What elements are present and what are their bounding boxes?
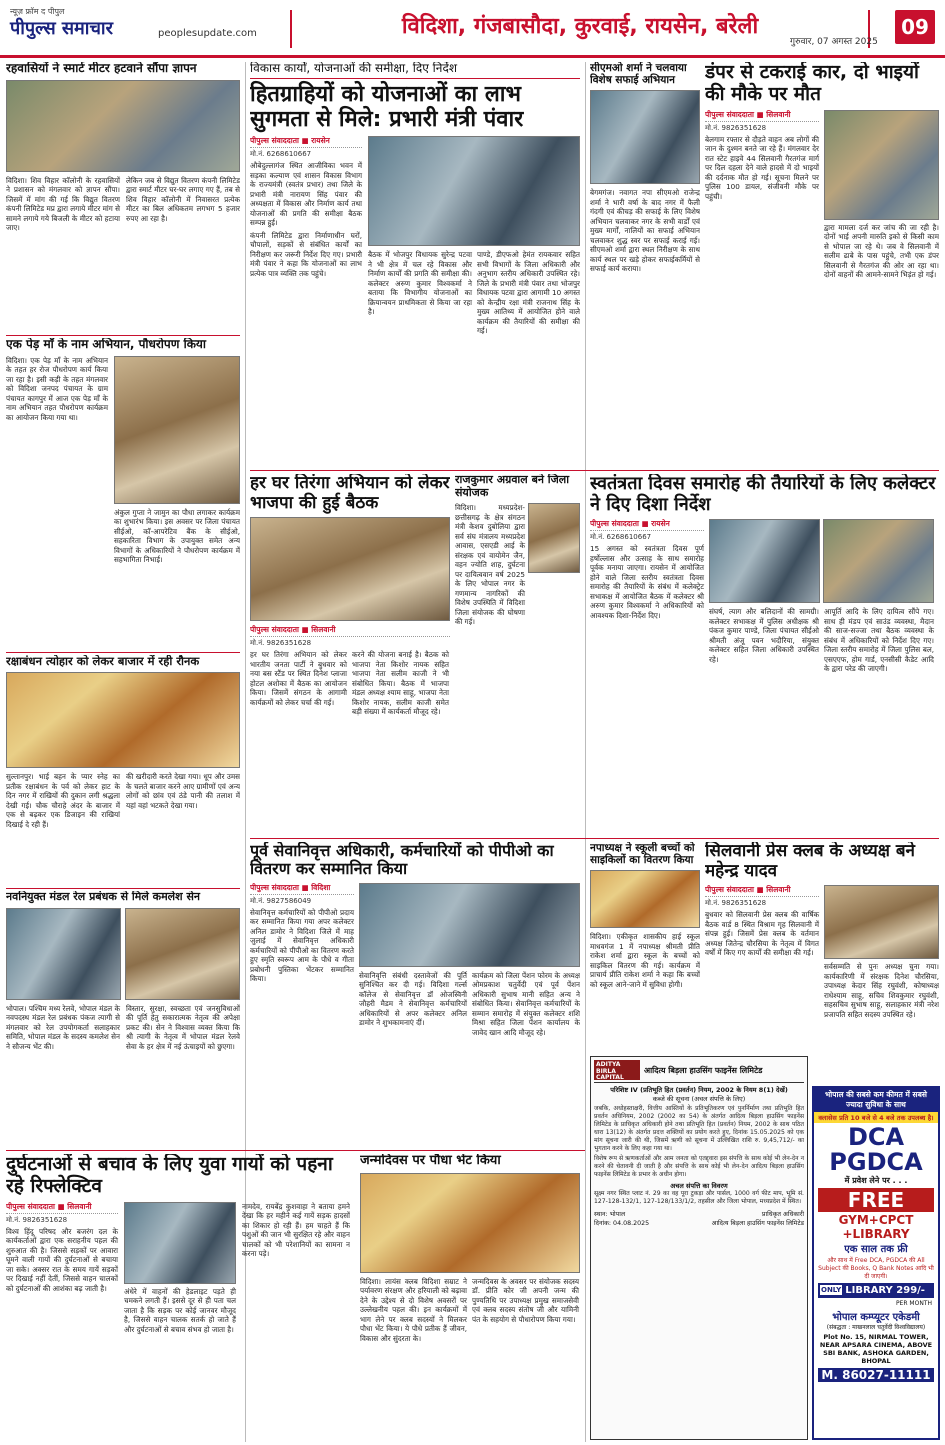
ad-only: ONLY xyxy=(821,1286,842,1295)
headline: नपाध्यक्ष ने स्कूली बच्चों को साइकिलों का वितरण किया xyxy=(590,842,695,867)
article-pension xyxy=(250,842,580,1142)
portrait-photo xyxy=(528,503,580,573)
photo xyxy=(114,356,240,504)
ad-top-text: भोपाल की सबसे कम कीमत में सबसे ज्यादा सुविधा के साथ xyxy=(814,1088,938,1112)
article-body: संघर्ष, त्याग और बलिदानों की सामग्री। कलेक्टर सभाकक्ष में पुलिस अधीक्षक श्री पंकज कुमार पाण्डे, जिला पंचायत सीईओ श्रीमती अंजू पवन भदौरिया, संयुक्त कलेक्टर सहित जिला अधिकारी उपस्थित रहे। xyxy=(709,607,819,664)
ad-extra: और साथ में Free DCA, PGDCA की All Subject की Books, Q Bank Notes आदि भी दी जाएगी। xyxy=(818,1256,934,1280)
brand-logo: पीपुल्स समाचार xyxy=(10,18,113,39)
brand-block xyxy=(8,6,278,52)
photo xyxy=(824,885,939,959)
article-body: विस्तार, सुरक्षा, स्वच्छता एवं जनसुविधाओं की पूर्ति हेतु सकारात्मक नेतृत्व की अपेक्षा प्रकट की। सेन ने विश्वास व्यक्त किया कि श्री त्यागी के नेतृत्व में भोपाल मंडल रेलवे सेवा के हर क्षेत्र में नई ऊंचाइयों को छुएगा। xyxy=(126,1003,240,1051)
page-number: 09 xyxy=(895,10,935,44)
divider xyxy=(6,1150,585,1151)
caption: बैठक में भोजपुर विधायक सुरेन्द्र पटवा ने भी क्षेत्र में चल रहे विकास और निर्माण कार्यों की प्रगति की समीक्षा की। कलेक्टर अरुण कुमार विश्वकर्मा ने बताया कि विभागीय योजनाओं का क्रियान्वयन प्राथमिकता से किया जा रहा है। xyxy=(368,250,472,317)
mobile-number: मो.नं. 9826351628 xyxy=(250,639,312,648)
article-body: विदिशा। एकीकृत शासकीय हाई स्कूल माधवगंज 1 में नपाध्यक्ष श्रीमती प्रीति राकेश शर्मा द्वारा स्कूल के बच्चों को साइकिल वितरण की गई। कार्यक्रम में प्राचार्य प्रीति राकेश शर्मा ने कहा कि बच्चों को स्कूल आने-जाने में सुविधा होगी। xyxy=(590,932,700,989)
article-press-club xyxy=(705,842,939,1082)
article-body: की खरीदारी करते देखा गया। धूप और उमस के चलते बाजार करने आए ग्रामीणों एवं अन्य लोगों को छांव एवं ठंडे पानी की तलाश में यहां वहां भटकते देखा गया। xyxy=(126,772,240,810)
edition-title: विदिशा, गंजबासौदा, कुरवाई, रायसेन, बरेली xyxy=(290,10,870,48)
photo xyxy=(590,90,700,184)
photo xyxy=(359,883,580,967)
headline: एक पेड़ माँ के नाम अभियान, पौधरोपण किया xyxy=(6,338,206,351)
property-text: सूक्ष्म नगर स्थित प्लाट नं. 29 का वह पूरा टुकड़ा और पार्सल, 1000 वर्ग फीट माप, भूमि सं. 127-128-132/1, 127-128/133/1/2, तहसील और जिला भोपाल, मध्यप्रदेश में स्थित। xyxy=(594,1190,804,1206)
headline: दुर्घटनाओं से बचाव के लिए युवा गायों को पहना रहे रिफ्लेक्टिव xyxy=(6,1154,333,1197)
ad-phone[interactable]: M. 86027-11111 xyxy=(818,1368,934,1382)
ad-batch: क्लासेस प्रति 10 बजे से 4 बजे तक उपलब्ध है। xyxy=(814,1112,938,1123)
photo xyxy=(6,908,121,1000)
notice-title: परिशिष्ट IV (प्रतिभूति हित (प्रवर्तन) नियम, 2002 के नियम 8(1) देखें) xyxy=(610,1086,788,1094)
photo xyxy=(709,519,820,603)
article-ceo-cleanliness xyxy=(590,62,700,460)
article-body: 15 अगस्त को स्वतंत्रता दिवस पूर्ण हर्षोल्लास और उत्साह के साथ समारोह पूर्वक मनाया जाएगा। रायसेन में आयोजित होने वाले जिला स्तरीय स्वतंत्रता दिवस समारोह की तैयारियों के संबंध में कलेक्ट्रेट सभाकक्ष में आयोजित बैठक में कलेक्टर श्री अरुण कुमार विश्वकर्मा ने अधिकारियों को आवश्यक दिशा-निर्देश दिए। xyxy=(590,544,704,620)
article-body: कंपनी लिमिटेड द्वारा निर्माणाधीन घरों, चौपालों, सड़कों से संबंधित कार्यों का निरीक्षण कर जरूरी निर्देश दिए गए। प्रभारी मंत्री पंवार ने कहा कि योजनाओं का लाभ प्रत्येक पात्र व्यक्ति तक पहुंचे। xyxy=(250,230,362,278)
ad-address: Plot No. 15, NIRMAL TOWER, NEAR APSARA CINEMA, ABOVE SBI BANK, ASHOKA GARDEN, BHOPAL xyxy=(819,1332,933,1365)
mobile-number: मो.नं. 9826351628 xyxy=(6,1215,68,1224)
article-body: आपूर्ति आदि के लिए दायित्व सौंपे गए। साथ ही मंडप एवं साउंड व्यवस्था, मैदान की साज-सज्जा तथा बैठक व्यवस्था के संबंध में अधिकारियों को निर्देश दिए गए। जिला स्तरीय समारोह में जिला पुलिस बल, एसएएफ, होम गार्ड, एनसीसी कैडेट आदि के द्वारा परेड की जाएगी। xyxy=(824,607,934,674)
article-body: सर्वसम्मति से पुनः अध्यक्ष चुना गया। कार्यकारिणी में संरक्षक दिनेश चौरसिया, उपाध्यक्ष केदार सिंह रघुवंशी, कोषाध्यक्ष राधेश्याम साहू, सचिव शिवकुमार रघुवंशी, सहसचिव सुभाष साहू, सलाहकार मंत्री नरेश प्रजापति सहित सदस्य उपस्थित रहे। xyxy=(824,962,939,1019)
headline: रहवासियों ने स्मार्ट मीटर हटवाने सौंपा ज्ञापन xyxy=(6,62,197,75)
byline: पीपुल्स संवाददाता ■ विदिशा xyxy=(250,883,354,895)
divider xyxy=(6,652,240,653)
article-body: भोपाल। पश्चिम मध्य रेलवे, भोपाल मंडल के नवपदस्थ मंडल रेल प्रबंधक पंकज त्यागी से मंगलवार को रेल उपयोगकर्ता सलाहकार समिति, भोपाल मंडल के सदस्य कमलेश सेन ने सौजन्य भेंट की। xyxy=(6,1003,120,1051)
article-body: कार्यक्रम को जिला पेंशन फोरम के अध्यक्ष ओमप्रकाश चतुर्वेदी एवं पूर्व पेंशन अधिकारी सुभाष मानी सहित अन्य ने संबोधित किया। सेवानिवृत्त कर्मचारियों के सम्मान समारोह में संयुक्त कलेक्टर शशि मिश्रा सहित जिला पेंशन कार्यालय के जावेद खान आदि मौजूद रहे। xyxy=(472,970,580,1037)
photo xyxy=(6,672,240,768)
article-body: नामदेव, रायबेंद्र कुशवाहा ने बताया हमने देखा कि हर महीने कई गायें सड़क हादसों का शिकार हो रही हैं। हम चाहते हैं कि पशुओं की जान भी सुरक्षित रहे और वाहन चालकों को भी परेशानियों का सामना न करना पड़े। xyxy=(242,1201,350,1259)
mobile-number: मो.नं. 9827586049 xyxy=(250,896,312,905)
photo xyxy=(824,110,939,220)
article-rail xyxy=(6,891,240,1145)
brand-tagline: न्यूज़ फ्रॉम द पीपुल xyxy=(10,7,65,16)
byline: पीपुल्स संवाददाता ■ रायसेन xyxy=(250,136,362,148)
article-body: विदिशा। एक पेड़ माँ के नाम अभियान के तहत हर रोज पौधरोपण कार्य किया जा रहा है। इसी कड़ी के तहत मंगलवार को विदिशा जनपद पंचायत के ग्राम पंचायत कागपुर में आज एक पेड़ माँ के नाम अभियान तहत पौधरोपण कार्यक्रम का आयोजन किया गया था। xyxy=(6,355,108,422)
headline: हितग्राहियों को योजनाओं का लाभ सुगमता से मिले: प्रभारी मंत्री पंवार xyxy=(250,81,524,133)
ad-year: एक साल तक फ्री xyxy=(844,1243,908,1255)
ad-course: DCA PGDCA xyxy=(829,1123,923,1177)
article-plantation xyxy=(6,338,240,648)
divider xyxy=(250,470,939,471)
article-body: विदिशा। शिव विहार कॉलोनी के रहवासियों ने प्रशासन को मंगलवार को ज्ञापन सौंपा। जिसमें में मांग की गई कि विद्युत वितरण कंपनी लिमिटेड मप्र द्वारा लगाये मीटर मांग से सामने लगाये गये बिजली के मीटर को हटाया जाए। xyxy=(6,175,120,233)
article-birthday-plant xyxy=(360,1154,580,1442)
divider xyxy=(6,335,240,336)
mobile-number: मो.नं. 9826351628 xyxy=(705,899,767,908)
caption: पाण्डे, डीएफओ हेमंत रायकवार सहित सभी विभागों के जिला अधिकारी और अनुभाग स्तरीय अधिकारी उपस्थित रहे। जिले के प्रभारी मंत्री पंवार तथा भोजपुर विधायक पटवा द्वारा आगामी 10 अगस्त को केन्द्रीय रक्षा मंत्री राजनाथ सिंह के मुख्य आतिथ्य में आयोजित होने वाले कार्यक्रम की तैयारियों की समीक्षा की गई। xyxy=(477,250,580,336)
headline: डंपर से टकराई कार, दो भाइयों की मौके पर मौत xyxy=(705,62,919,105)
article-body: सेवानिवृत्त कर्मचारियों को पीपीओ प्रदाय कर सम्मानित किया गया अपर कलेक्टर अनिल डामोर ने विदिशा जिले में माह जुलाई में सेवानिवृत्त अधिकारी कर्मचारियों को पीपीओ का वितरण करते हुए स्मृति स्वरूप आम के पौधे व गीता प्रबोधनी पुस्तिका भेंटकर सम्मानित किया। xyxy=(250,907,354,984)
column-divider xyxy=(585,62,586,1442)
byline: पीपुल्स संवाददाता ■ सिलवानी xyxy=(705,110,819,122)
photo xyxy=(360,1173,580,1273)
headline: स्वतंत्रता दिवस समारोह की तैयारियों के लिए कलेक्टर ने दिए दिशा निर्देश xyxy=(590,474,936,515)
notice-subtitle: कब्जे की सूचना (अचल संपत्ति के लिए) xyxy=(652,1095,746,1103)
article-body: बेलगाम रफ्तार से दौड़ते वाहन अब लोगों की जान के दुश्मन बनते जा रहे हैं। मंगलवार देर रात स्टेट हाइवे 44 सिलवानी गैरतगंज मार्ग पर दिल दहला देने वाले हादसे में दो भाइयों की दर्दनाक मौत हो गई। सूचना मिलने पर पुलिस 100 डायल, संजीवनी मौके पर पहुंची। xyxy=(705,134,819,201)
photo xyxy=(125,908,240,1000)
headline: नवनियुक्त मंडल रेल प्रबंधक से मिले कमलेश सेन xyxy=(6,891,200,903)
notice-company: आदित्य बिड़ला हाउसिंग फाइनेंस लिमिटेड xyxy=(644,1065,763,1075)
article-body: हर घर तिरंगा अभियान को लेकर भारतीय जनता पार्टी ने बुधवार को नया बस स्टैंड पर स्थित दिनेश प्लाजा होटल अशोका में बैठक का आयोजन किया। जिसमें संगठन के आगामी कार्यक्रमों को लेकर चर्चा की गई। xyxy=(250,650,347,707)
article-body: विदिशा। लायंस क्लब विदिशा सम्राट ने पर्यावरण संरक्षण और हरियाली को बढ़ावा देने के उद्देश्य से दो विशेष अवसरों पर उल्लेखनीय पहल की। इन कार्यक्रमों में भाग लेने पर क्लब सदस्यों ने मिलकर पौधा भेंट किया। ये पौधे प्रतीक हैं जीवन, विकास और सुंदरता के। xyxy=(360,1276,467,1343)
byline: पीपुल्स संवाददाता ■ रायसेन xyxy=(590,519,704,531)
article-rakshabandhan xyxy=(6,655,240,885)
article-body: लेकिन जब से विद्युत वितरण कंपनी लिमिटेड द्वारा स्मार्ट मीटर घर-घर लगाए गए हैं, तब से शिव विहार कॉलोनी में निवासरत प्रत्येक मीटर का बिल अधिकतम लगभग 5 हजार रुपए आ रहा है। xyxy=(126,175,240,223)
photo xyxy=(590,870,700,928)
photo xyxy=(6,80,240,172)
headline: सिलवानी प्रेस क्लब के अध्यक्ष बने महेन्द्र यादव xyxy=(705,842,915,881)
byline: पीपुल्स संवाददाता ■ सिलवानी xyxy=(6,1202,118,1214)
article-body: बेगमगंज। नवागत नपा सीएमओ राजेन्द्र शर्मा ने भारी वर्षा के बाद नगर में फैली गंदगी एवं कीचड़ की सफाई के लिए विशेष अभियान चलवाकर नगर के सभी वार्डों एवं मुख्य मार्गों, नालियों का सफाई अभियान चलवाकर शुद्ध स्वर पर सफाई कराई गई। सीएमओ शर्मा द्वारा स्थल निरीक्षण के साथ कार्य स्थल पर खड़े होकर सफाईकर्मियों से सफाई कार्य कराया। xyxy=(590,188,700,274)
ad-affiliation: (संबद्धता : माखनलाल चतुर्वेदी विश्वविद्यालय) xyxy=(826,1323,926,1331)
headline: राजकुमार अग्रवाल बने जिला संयोजक xyxy=(455,474,570,499)
photo xyxy=(250,517,450,621)
article-cycles xyxy=(590,842,700,1052)
mobile-number: मो.नं. 9826351628 xyxy=(705,123,767,132)
byline: पीपुल्स संवाददाता ■ सिलवानी xyxy=(250,625,450,637)
article-smart-meter xyxy=(6,62,240,332)
article-minister xyxy=(250,62,580,480)
article-tiranga xyxy=(250,474,450,836)
notice-signatory-company: आदित्य बिड़ला हाउसिंग फाइनेंस लिमिटेड xyxy=(711,1220,804,1228)
notice-signatory: प्राधिकृत अधिकारी xyxy=(761,1211,804,1219)
headline: पूर्व सेवानिवृत्त अधिकारी, कर्मचारियों को पीपीओ का वितरण कर सम्मानित किया xyxy=(250,842,554,879)
headline: हर घर तिरंगा अभियान को लेकर भाजपा की हुई बैठक xyxy=(250,474,450,513)
ad-offers: GYM+CPCT +LIBRARY xyxy=(838,1213,914,1241)
notice-body: जबकि, अधोहस्ताक्षरी, वित्तीय आस्तियों के प्रतिभूतिकरण एवं पुनर्निर्माण तथा प्रतिभूति हित प्रवर्तन अधिनियम, 2002 (2002 का 54) के अंतर्गत आदित्य बिड़ला हाउसिंग फाइनेंस लिमिटेड के प्राधिकृत अधिकारी होने तथा प्रतिभूति हित (प्रवर्तन) नियम, 2002 के साथ पठित धारा 13(12) के अंतर्गत प्रदत्त शक्तियों का प्रयोग करते हुए, दिनांक 15.05.2025 को एक मांग सूचना जारी की थी, जिसमें ऋणी को सूचना में उल्लिखित राशि रु. 9,45,712/- का भुगतान करने के लिए कहा गया था। xyxy=(594,1105,804,1153)
divider xyxy=(250,838,939,839)
masthead xyxy=(0,0,945,58)
company-logo: ADITYA BIRLA CAPITAL xyxy=(594,1060,640,1080)
headline: सीएमओ शर्मा ने चलवाया विशेष सफाई अभियान xyxy=(590,62,687,87)
legal-notice xyxy=(590,1056,808,1440)
article-body: द्वारा मामला दर्ज कर जांच की जा रही है। दोनों भाई अपनी मारुति इको से किसी काम से भोपाल जा रहे थे। जब वे सिलवानी में सलीम ढाबे के पास पहुंचे, तभी एक डंपर सिलवानी से गैरतगंज की ओर आ रहा था। दोनों वाहनों की आमने-सामने भिड़ंत हो गई। xyxy=(824,222,939,280)
site-url[interactable]: peoplesupdate.com xyxy=(158,28,257,39)
byline: पीपुल्स संवाददाता ■ सिलवानी xyxy=(705,885,819,897)
article-body: सुल्तानपुर। भाई बहन के प्यार स्नेह का प्रतीक रक्षाबंधन के पर्व को लेकर हाट के दिन नगर में राखियों की दुकान लगी श्रद्धला देखी गई। चौक चौराहे अंदर के बाजार में एक से बढ़कर एक डिजाइन की राखियां दिखाई दे रही हैं। xyxy=(6,772,120,829)
photo xyxy=(368,136,580,246)
kicker: विकास कार्यों, योजनाओं की समीक्षा, दिए निर्देश xyxy=(250,62,580,79)
headline: जन्मदिवस पर पौधा भेंट किया xyxy=(360,1154,501,1168)
notice-body: विशेष रूप से ऋणकर्ताओं और आम जनता को एतद्द्वारा इस संपत्ति के साथ कोई भी लेन-देन न करने की चेतावनी दी जाती है और संपत्ति के साथ कोई भी लेन-देन आदित्य बिड़ला हाउसिंग फाइनेंस लिमिटेड के प्रभार के अधीन होगा। xyxy=(594,1155,804,1179)
headline: रक्षाबंधन त्योहार को लेकर बाजार में रही रौनक xyxy=(6,655,200,668)
issue-date: गुरुवार, 07 अगस्त 2025 xyxy=(790,37,878,47)
mobile-number: मो.नं. 6268610667 xyxy=(590,533,652,542)
ad-library-price: LIBRARY 299/- xyxy=(845,1284,925,1296)
advertisement[interactable] xyxy=(812,1086,940,1440)
notice-date: दिनांक: 04.08.2025 xyxy=(594,1220,650,1228)
article-agrawal xyxy=(455,474,580,836)
property-heading: अचल संपत्ति का विवरण xyxy=(670,1182,728,1191)
photo xyxy=(823,519,934,603)
article-body: अंकुल गुप्ता ने जामुन का पौधा लगाकर कार्यक्रम का शुभारंभ किया। इस अवसर पर जिला पंचायत सीईओ, कॉ-आपरेटिव बैंक के सीईओ, सहकारिता विभाग के उपायुक्त समेत अन्य विभागों के अधिकारियों ने पौधरोपण कार्यक्रम में सहभागिता निभाई। xyxy=(114,507,240,565)
article-body: जन्मदिवस के अवसर पर संयोजक सदस्य डॉ. प्रीति कोर जी अपनी जन्म की पुण्यतिथि पर उपाध्यक्ष प्रमुख समाजसेवी एवं क्लब सदस्य संतोष जी और यामिनी पंत के सहयोग से पौधारोपण किया गया। xyxy=(472,1276,579,1324)
article-body: विदिशा। मध्यप्रदेश-छत्तीसगढ़ के क्षेत्र संगठन मंत्री केशव दुबोलिया द्वारा सर्व संघ मंत्रालय मध्यप्रदेश आवास, एसएडी आई के संरक्षक एवं वायोमेन जैन, वहन ज्योति शाह, दुर्घटना पर दायित्ववान वर्ष 2025 के लिए भोपाल नगर के गणमान्य नागरिकों की विशेष उपस्थिति में विदिशा जिला संयोजक की घोषणा की गई। xyxy=(455,503,525,627)
mobile-number: मो.नं. 6268610667 xyxy=(250,150,312,159)
article-reflective xyxy=(6,1154,350,1442)
ad-admission: में प्रवेश लेने पर . . . xyxy=(844,1176,908,1186)
ad-per-month: PER MONTH xyxy=(895,1299,932,1307)
article-body: औबेदुल्लागंज स्थित आजीविका भवन में सड़का कल्याण एवं शासन विकास विभाग के राज्यमंत्री (स्वतंत्र प्रभार) तथा जिले के प्रभारी मंत्री नारायण सिंह पंवार की अध्यक्षता में विकास और निर्माण कार्य तथा योजनाओं की प्रगति की समीक्षा बैठक सम्पन्न हुई। xyxy=(250,161,362,228)
article-body: विश्व हिंदू परिषद और बजरंग दल के कार्यकर्ताओं द्वारा एक सराहनीय पहल की शुरुआत की है। जिससे सड़कों पर आवारा घूमने वाली गायों की दुर्घटनाओं से बचाया जा सके। अक्सर रात के समय गायें सड़कों पर दिखाई नहीं देतीं, जिससे वाहन चालकों को दुर्घटनाओं की आशंका बढ़ जाती है। xyxy=(6,1226,118,1293)
article-body: करने की योजना बनाई है। बैठक को भाजपा नेता किशोर नायक सहित भाजपा नेता सलीम काजी ने भी संबोधित किया। बैठक में भाजपा मंडल अध्यक्ष श्याम साहू, भाजपा नेता किशोर नायक, सलीम काजी समेत बड़ी संख्या में कार्यकर्ता मौजूद रहे। xyxy=(352,650,449,717)
photo xyxy=(124,1202,236,1284)
article-body: अंधेरे में वाहनों की हेडलाइट पड़ते ही चमकने लगती हैं। इससे दूर से ही पता चल जाता है कि सड़क पर कोई जानवर मौजूद है, जिससे वाहन चालक सतर्क हो जाते हैं और दुर्घटनाओं से बचाव संभव हो जाता है। xyxy=(124,1286,236,1334)
article-independence-day xyxy=(590,474,939,834)
divider xyxy=(6,888,240,889)
ad-free: FREE xyxy=(818,1188,934,1212)
notice-place: स्थान: भोपाल xyxy=(594,1211,626,1219)
article-body: बुधवार को सिलवानी प्रेस क्लब की वार्षिक बैठक वार्ड 8 स्थित विश्राम गृह सिलवानी में संपन्न हुई। जिसमें प्रेस क्लब के वर्तमान अध्यक्ष जितेन्द्र चौरसिया के नेतृत्व में विगत वर्षों में किए गए कार्यों की समीक्षा की गई। xyxy=(705,910,819,958)
ad-academy: भोपाल कम्प्यूटर एकेडमी xyxy=(832,1311,920,1323)
article-dumper-accident xyxy=(705,62,939,460)
article-body: सेवानिवृत्ति संबंधी दस्तावेजों की पूर्ति सुनिश्चित कर दी गई। विदिशा गर्ल्स कॉलेज से सेवानिवृत्त डॉ ओजस्विनी जौहरी मैडम ने सेवानिवृत्त कर्मचारियों अधिकारियों से अपर कलेक्टर अनिल डामोर ने शुभकामनाएं दीं। xyxy=(359,970,467,1028)
